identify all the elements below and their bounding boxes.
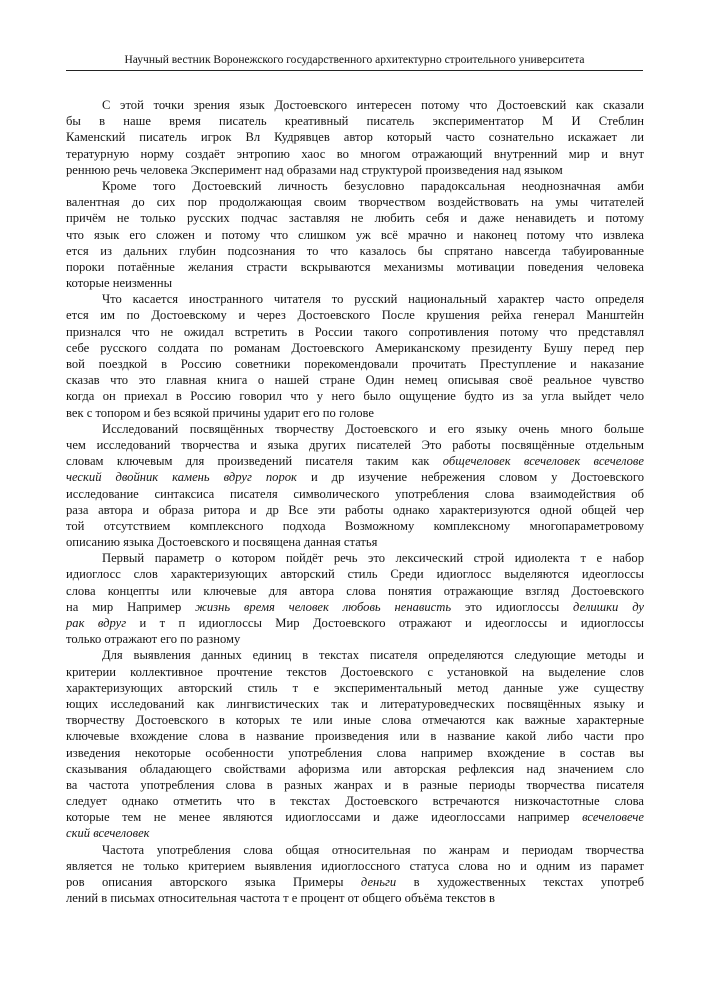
text-segment: и др изучение небрежения словом у Достоевского: [310, 470, 644, 485]
text-line: [66, 583, 644, 599]
text-line: [66, 777, 644, 793]
running-header: Научный вестник Воронежского государственного архитектурно строительного университета: [66, 54, 643, 71]
text-segment: следует однако отметить что в текстах Достоевского встречаются низкочастотные слова: [66, 794, 644, 809]
text-line: [66, 129, 644, 145]
text-line: [66, 162, 644, 178]
text-segment: что язык его сложен и потому что слишком уж всё мрачно и наконец потому что извлека: [66, 227, 644, 242]
text-segment: лений в письмах относительная частота т е процент от общего объёма текстов в: [66, 891, 495, 906]
text-segment: С этой точки зрения язык Достоевского интересен потому что Достоевский как сказали: [102, 98, 644, 112]
italic-term: делишки ду: [573, 599, 645, 614]
text-line: [66, 469, 644, 485]
text-line: [66, 275, 644, 291]
text-segment: валентная до сих пор продолжающая своим творчеством воздействовать на умы читателей: [66, 195, 644, 210]
text-segment: ется им по Достоевскому и через Достоевского После крушения рейха генерал Манштейн: [66, 308, 644, 323]
text-line: [66, 194, 644, 210]
italic-term: деньги: [360, 875, 397, 889]
italic-term: рак вдруг: [66, 616, 127, 630]
text-segment: исследование синтаксиса писателя символического употребления слова взаимодействия об: [66, 486, 644, 501]
text-line: [66, 761, 644, 777]
text-line: [66, 486, 644, 502]
text-segment: это идиоглоссы: [465, 599, 574, 614]
text-line: [66, 307, 644, 323]
text-segment: Частота употребления слова общая относительная по жанрам и периодам творчества: [102, 842, 644, 857]
text-line: [66, 631, 644, 647]
text-line: [66, 372, 644, 388]
text-segment: Каменский писатель игрок Вл Кудрявцев автор который часто сознательно искажает ли: [66, 130, 644, 145]
text-line: [66, 405, 644, 421]
text-line: [66, 243, 644, 259]
text-line: [66, 745, 644, 761]
text-segment: сказывания обладающего свойствами афоризма или авторская рефлексия над значением сло: [66, 761, 644, 776]
text-segment: Для выявления данных единиц в текстах писателя определяются следующие методы и: [102, 648, 644, 663]
text-segment: Кроме того Достоевский личность безусловно парадоксальная неоднозначная амби: [102, 178, 644, 193]
text-line: [66, 97, 644, 113]
text-segment: только отражают его по разному: [66, 632, 241, 647]
text-line: [66, 858, 644, 874]
text-segment: Исследований посвящённых творчеству Достоевского и его языку очень много больше: [102, 421, 644, 436]
text-segment: в художественных текстах употреб: [413, 875, 644, 889]
text-line: [66, 809, 644, 825]
text-segment: творчеству Достоевского в которых те или иные слова отмечаются как важные характерные: [66, 713, 644, 728]
text-segment: вой поездкой в Россию советники порекомендовали прочитать Преступление и наказание: [66, 357, 644, 371]
text-segment: тературную норму создаёт энтропию хаос во многом отражающий внутренний мир и внут: [66, 146, 644, 161]
text-line: [66, 793, 644, 809]
text-line: [66, 647, 644, 663]
text-line: [66, 842, 644, 858]
text-line: [66, 356, 644, 372]
text-segment: той отсутствием комплексного подхода Возможному комплексному многопараметровому: [66, 518, 644, 533]
text-segment: бы в наше время писатель креативный писатель экспериментатор М И Стеблин: [66, 114, 644, 129]
text-segment: и т п идиоглоссы Мир Достоевского отражают и идеоглоссы и идиоглоссы: [139, 616, 644, 630]
text-line: [66, 825, 644, 841]
text-line: [66, 291, 644, 307]
text-segment: признался что не ожидал встретить в России такого сопротивления потому что представлял: [66, 324, 644, 339]
text-line: [66, 518, 644, 534]
text-segment: характеризующих авторский стиль т е экспериментальный метод данные уже существу: [66, 680, 644, 695]
text-segment: изведения некоторые особенности употребления слова например вхождение в состав вы: [66, 745, 644, 760]
text-line: [66, 324, 644, 340]
text-line: [66, 210, 644, 226]
article-body: [66, 97, 644, 906]
text-line: [66, 421, 644, 437]
text-segment: чем исследований творчества и языка других писателей Это работы посвящённые отдельным: [66, 437, 644, 452]
italic-term: ческий двойник камень вдруг порок: [66, 470, 297, 485]
text-line: [66, 890, 644, 906]
text-segment: описанию языка Достоевского и посвящена данная статья: [66, 535, 378, 550]
text-segment: реннюю речь человека Эксперимент над образами над структурой произведения над языком: [66, 162, 563, 177]
text-segment: пороки потаённые желания страсти вскрываются механизмы мотивации поведения человека: [66, 259, 644, 274]
text-segment: Что касается иностранного читателя то русский национальный характер часто определя: [102, 292, 644, 307]
text-line: [66, 453, 644, 469]
text-segment: ва частота употребления слова в разных жанрах и в разные периоды творчества писателя: [66, 777, 644, 792]
text-line: [66, 615, 644, 631]
text-segment: раза автора и образа ритора и др Все эти работы однако характеризуются одной общей чер: [66, 502, 644, 517]
text-segment: идиоглосс слов характеризующих авторский стиль Среди идиоглосс выделяются идеоглоссы: [66, 567, 644, 582]
text-segment: причём не только русских подчас заставляя не любить себя и даже ненавидеть и потому: [66, 211, 644, 226]
text-segment: которые неизменны: [66, 276, 173, 291]
italic-term: общечеловек всечеловек всечелове: [442, 454, 644, 469]
text-line: [66, 534, 644, 550]
text-line: [66, 502, 644, 518]
text-line: [66, 599, 644, 615]
text-line: [66, 259, 644, 275]
italic-term: ский всечеловек: [66, 826, 150, 841]
text-segment: ющих исследований как лингвистических так и литературоведческих посвящённых языку и: [66, 696, 644, 711]
text-line: [66, 388, 644, 404]
text-segment: век с топором и без всякой причины ударит его по голове: [66, 405, 375, 420]
text-line: [66, 340, 644, 356]
text-segment: себе русского солдата по романам Достоевского Американскому президенту Бушу перед пер: [66, 340, 644, 355]
text-line: [66, 550, 644, 566]
italic-term: всечеловече: [582, 810, 644, 825]
text-segment: критерии коллективное прочтение текстов Достоевского с установкой на выделение слов: [66, 664, 644, 679]
text-line: [66, 178, 644, 194]
text-line: [66, 680, 644, 696]
text-line: [66, 146, 644, 162]
text-line: [66, 696, 644, 712]
text-segment: которые тем не менее являются идиоглоссами и даже идеоглоссами например: [66, 810, 583, 825]
italic-term: жизнь время человек любовь ненависть: [195, 599, 452, 614]
text-segment: Первый параметр о котором пойдёт речь это лексический строй идиолекта т е набор: [102, 551, 644, 566]
text-segment: на мир Например: [66, 599, 196, 614]
text-segment: ключевые вхождение слова в название произведения или в название какой либо части про: [66, 729, 644, 744]
text-line: [66, 728, 644, 744]
text-line: [66, 113, 644, 129]
text-line: [66, 566, 644, 582]
text-segment: слова концепты или ключевые для автора слова понятия отражающие взгляд Достоевского: [66, 583, 644, 598]
text-segment: когда он приехал в Россию говорил что у него было ощущение будто из за угла выйдет чело: [66, 389, 644, 404]
text-line: [66, 874, 644, 890]
text-line: [66, 437, 644, 453]
text-line: [66, 227, 644, 243]
text-segment: сказав что это главная книга о нашей стране Один немец описывая своё реальное чувство: [66, 373, 644, 388]
text-segment: ется из дальних глубин подсознания то что казалось бы спрятано навсегда табуированные: [66, 243, 644, 258]
text-segment: ров описания авторского языка Примеры: [66, 875, 361, 889]
text-line: [66, 712, 644, 728]
text-line: [66, 664, 644, 680]
text-segment: является не только критерием выявления идиоглоссного статуса слова но и одним из парамет: [66, 858, 644, 873]
text-segment: словам ключевым для произведений писателя таким как: [66, 454, 443, 469]
